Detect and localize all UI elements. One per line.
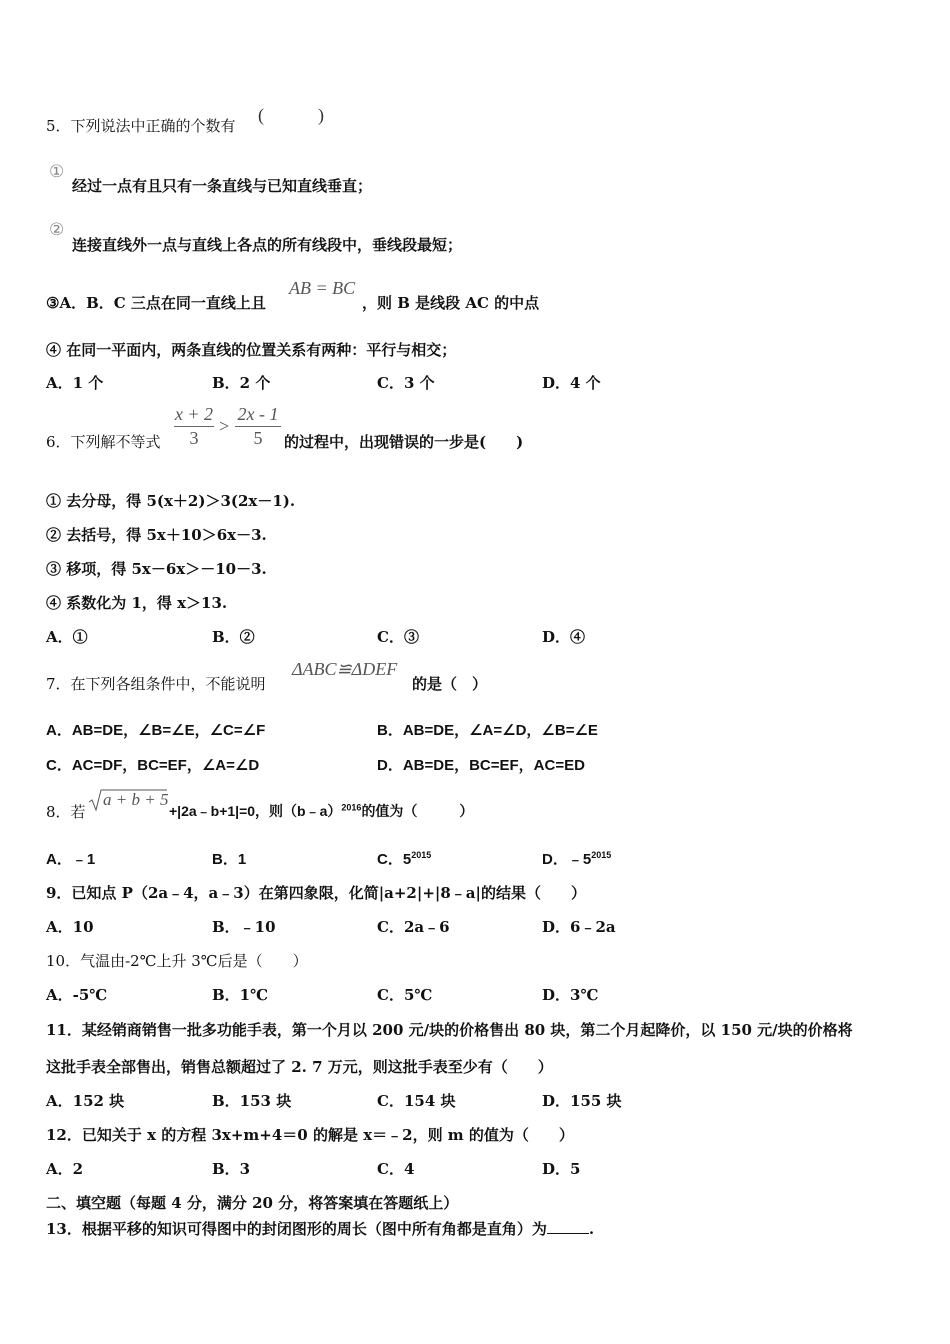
- q8-stem-mid: [169, 801, 473, 821]
- q13-answer-blank[interactable]: [547, 1233, 589, 1234]
- q6-step4: ④ 系数化为 1，得 x＞13.: [46, 594, 228, 612]
- q6-fraction-right-bar: [235, 426, 281, 427]
- q6-gt-sign: >: [219, 416, 230, 436]
- q9-option-b[interactable]: B．﹣10: [212, 918, 276, 936]
- q10-option-a[interactable]: A．-5℃: [46, 986, 108, 1004]
- q5-statement1: 经过一点有且只有一条直线与已知直线垂直；: [72, 177, 373, 195]
- q9-stem: 9．已知点 P（2a﹣4，a﹣3）在第四象限，化简|a+2|+|8﹣a|的结果（ ）: [46, 884, 586, 902]
- q10-stem: 10．气温由-2℃上升 3℃后是（ ）: [46, 952, 308, 970]
- q6-fraction-right: [235, 404, 281, 449]
- q8-option-d-exponent: 2015: [591, 850, 612, 860]
- q5-option-d[interactable]: D．4 个: [542, 374, 601, 392]
- q13-stem: [46, 1218, 594, 1239]
- q6-stem-pre-text: 6．下列解不等式: [46, 433, 161, 451]
- q6-option-d[interactable]: D．④: [542, 628, 586, 646]
- q11-stem-line2: 这批手表全部售出，销售总额超过了 2. 7 万元，则这批手表至少有（ ）: [46, 1058, 553, 1076]
- q5-stem-text: 5．下列说法中正确的个数有: [46, 117, 236, 135]
- q7-stem-pre-text: 7．在下列各组条件中，不能说明: [46, 675, 266, 693]
- q10-option-d[interactable]: D．3℃: [542, 986, 599, 1004]
- q8-option-d-label: D．﹣5: [542, 851, 592, 868]
- q5-stem: [46, 115, 236, 136]
- q7-option-a[interactable]: A．AB=DE，∠B=∠E，∠C=∠F: [46, 722, 266, 739]
- section2-title: 二、填空题（每题 4 分，满分 20 分，将答案填在答题纸上）: [46, 1194, 459, 1212]
- q8-option-c[interactable]: [377, 848, 431, 869]
- q5-statement1-mark: ①: [49, 162, 65, 182]
- q6-step2: ② 去括号，得 5x＋10＞6x－3.: [46, 526, 267, 544]
- q5-option-c[interactable]: C．3 个: [377, 374, 435, 392]
- q11-option-d[interactable]: D．155 块: [542, 1092, 622, 1110]
- q8-stem-mid-text: +|2a﹣b+1|=0，则（b﹣a）: [169, 803, 342, 819]
- q12-stem: 12．已知关于 x 的方程 3x+m+4＝0 的解是 x＝﹣2，则 m 的值为（ ）: [46, 1126, 574, 1144]
- q6-step3: ③ 移项，得 5x－6x＞－10－3.: [46, 560, 267, 578]
- q12-option-d[interactable]: D．5: [542, 1160, 581, 1178]
- q11-option-b[interactable]: B．153 块: [212, 1092, 292, 1110]
- q6-step1: ① 去分母，得 5(x＋2)＞3(2x－1).: [46, 492, 296, 510]
- q8-option-a[interactable]: [46, 848, 95, 869]
- q5-statement2: 连接直线外一点与直线上各点的所有线段中，垂线段最短；: [72, 236, 463, 254]
- q6-fraction-left-num: x + 2: [174, 404, 214, 424]
- q6-fraction-right-num: 2x - 1: [237, 404, 279, 424]
- q6-stem-post: 的过程中，出现错误的一步是( ): [284, 433, 524, 451]
- q12-option-c[interactable]: C．4: [377, 1160, 415, 1178]
- q5-answer-paren: ( ): [258, 105, 324, 125]
- q7-option-d[interactable]: D．AB=DE，BC=EF，AC=ED: [377, 757, 585, 774]
- q5-option-b[interactable]: B．2 个: [212, 374, 271, 392]
- q6-option-b[interactable]: B．②: [212, 628, 255, 646]
- q8-stem-post: 的值为（ ）: [361, 803, 474, 819]
- q6-fraction-left: [174, 404, 214, 449]
- q13-stem-text: 13．根据平移的知识可得图中的封闭图形的周长（图中所有角都是直角）为: [46, 1220, 547, 1238]
- q6-option-c[interactable]: C．③: [377, 628, 419, 646]
- q9-option-c[interactable]: C．2a﹣6: [377, 918, 450, 936]
- q12-option-a[interactable]: A．2: [46, 1160, 84, 1178]
- q11-option-c[interactable]: C．154 块: [377, 1092, 456, 1110]
- q7-stem-post: 的是（ ）: [412, 675, 488, 693]
- q8-option-c-exponent: 2015: [411, 850, 432, 860]
- q9-option-d[interactable]: D．6﹣2a: [542, 918, 616, 936]
- q7-option-b[interactable]: B．AB=DE，∠A=∠D，∠B=∠E: [377, 722, 598, 739]
- q8-sqrt-body: a + b + 5: [103, 790, 169, 809]
- q8-option-b[interactable]: [212, 848, 246, 869]
- q8-exponent: 2016: [341, 802, 362, 813]
- q5-statement3-pre: ③A．B．C 三点在同一直线上且: [46, 294, 266, 312]
- q9-option-a[interactable]: A．10: [46, 918, 94, 936]
- q5-statement4: ④ 在同一平面内，两条直线的位置关系有两种：平行与相交；: [46, 341, 457, 359]
- q6-fraction-right-den: 5: [253, 428, 263, 448]
- q7-congruence-math: ΔABC≌ΔDEF: [292, 659, 398, 679]
- q11-stem-line1: 11．某经销商销售一批多功能手表，第一个月以 200 元/块的价格售出 80 块，第二个月起降价，以 150 元/块的价格将: [46, 1021, 853, 1039]
- q13-stem-end: .: [588, 1220, 595, 1238]
- q6-fraction-left-den: 3: [189, 428, 199, 448]
- q5-statement3-math: AB = BC: [289, 278, 356, 298]
- q6-option-a[interactable]: A．①: [46, 628, 88, 646]
- q8-stem-pre: [46, 801, 86, 822]
- q11-option-a[interactable]: A．152 块: [46, 1092, 125, 1110]
- q8-option-d[interactable]: [542, 848, 611, 869]
- q10-option-c[interactable]: C．5℃: [377, 986, 433, 1004]
- q12-option-b[interactable]: B．3: [212, 1160, 251, 1178]
- q6-fraction-left-bar: [174, 426, 214, 427]
- q7-option-c[interactable]: C．AC=DF，BC=EF，∠A=∠D: [46, 757, 260, 774]
- q6-stem-pre: [46, 431, 161, 452]
- q5-statement2-mark: ②: [49, 220, 65, 240]
- q8-option-b-label: B．1: [212, 851, 247, 868]
- q5-option-a[interactable]: A．1 个: [46, 374, 104, 392]
- q8-option-c-label: C．5: [377, 851, 412, 868]
- q8-stem-pre-text: 8．若: [46, 803, 86, 821]
- q5-statement3-post: ，则 B 是线段 AC 的中点: [362, 294, 540, 312]
- q7-stem-pre: [46, 673, 266, 694]
- q10-option-b[interactable]: B．1℃: [212, 986, 269, 1004]
- q8-sqrt: [88, 788, 168, 812]
- q8-option-a-label: A．﹣1: [46, 851, 96, 868]
